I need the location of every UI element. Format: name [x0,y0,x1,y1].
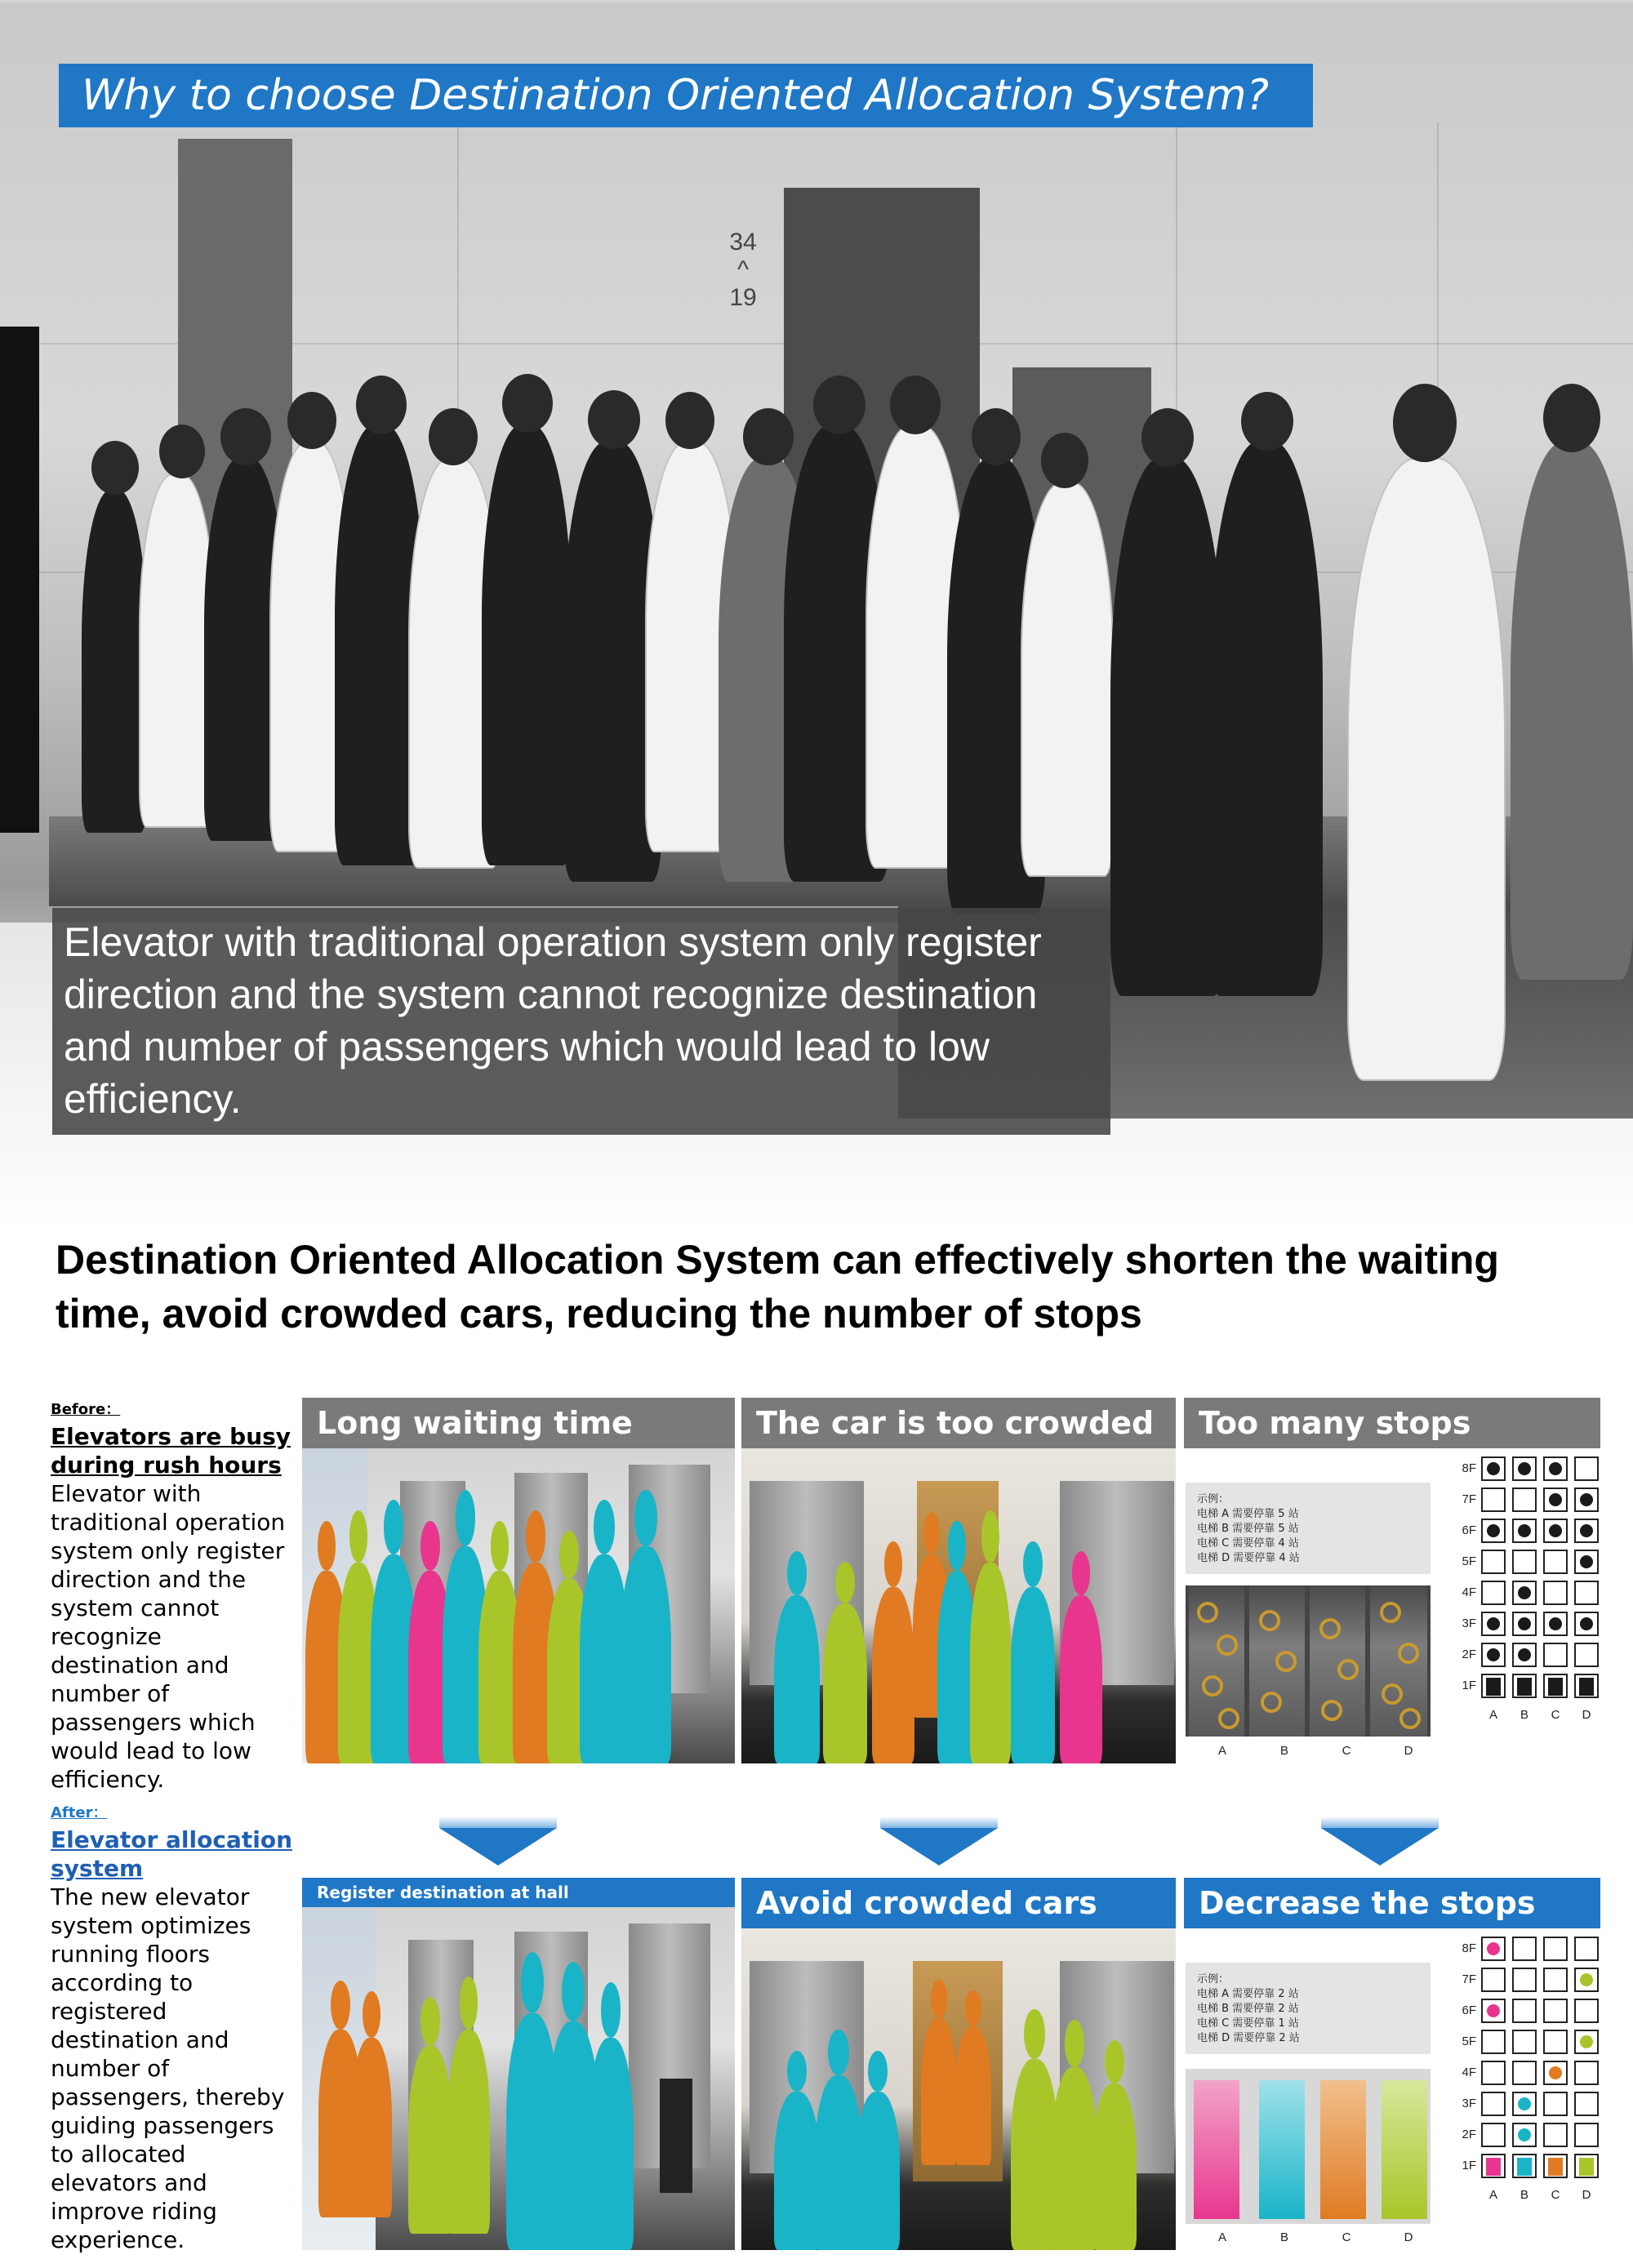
stops-grid [1458,1928,1600,2250]
stop-cell [1481,1488,1506,1512]
stop-cell [1512,1488,1537,1512]
stop-cell [1512,1581,1537,1605]
stop-marker-dot [1487,1462,1500,1475]
stop-cell [1543,1612,1568,1636]
before-tag: Before： [51,1401,121,1418]
after-tag: After： [51,1804,108,1821]
stop-marker-dot [1518,1617,1531,1630]
before-column [51,1398,296,1794]
stop-cell [1481,1674,1506,1698]
panel-title: Decrease the stops [1184,1878,1600,1928]
stop-marker-square [1579,1678,1594,1696]
stop-marker-dot [1518,1586,1531,1599]
before-heading: Elevators are busy during rush hours [51,1423,291,1479]
stop-marker-dot [1580,1493,1593,1506]
legend-item: 电梯 C 需要停靠 4 站 [1197,1537,1299,1550]
legend-item: 电梯 D 需要停靠 4 站 [1197,1552,1300,1564]
stops-chart-after [1184,1928,1600,2250]
stop-marker-square [1579,2158,1594,2176]
panel-too-many-stops [1184,1398,1600,1763]
stop-marker-dot [1487,1617,1500,1630]
shaft-label: B [1279,1744,1288,1758]
floor-label: 6F [1462,1523,1476,1537]
elevator-shafts [1186,1585,1431,1737]
elevator-label: C [1551,2188,1560,2202]
stop-cell [1543,2092,1568,2116]
elevator-label: B [1520,2188,1528,2202]
stop-cell [1481,2123,1506,2147]
floor-label: 4F [1462,1585,1476,1599]
stop-cell [1574,1937,1599,1961]
legend-item: 电梯 A 需要停靠 2 站 [1197,1988,1299,2000]
legend [1186,1483,1431,1574]
stop-marker-square [1486,1678,1501,1696]
stop-cell [1543,1550,1568,1574]
stop-marker-square [1486,2158,1501,2176]
after-heading: Elevator allocation system [51,1826,293,1882]
panel-long-waiting [302,1398,735,1763]
stop-cell [1543,1999,1568,2023]
stop-marker-dot [1518,2128,1531,2141]
legend-item: 电梯 B 需要停靠 2 站 [1197,2003,1299,2015]
stop-cell [1512,1612,1537,1636]
stop-marker-dot [1549,2066,1562,2079]
stop-marker-dot [1487,1942,1500,1955]
elevator-label: B [1520,1708,1528,1722]
stop-cell [1574,1674,1599,1698]
stop-cell [1574,1519,1599,1543]
stop-marker-dot [1549,1493,1562,1506]
stop-marker-square [1548,2158,1563,2176]
floor-label: 5F [1462,2035,1476,2048]
stop-cell [1481,1456,1506,1481]
stop-marker-dot [1549,1617,1562,1630]
stop-cell [1481,2061,1506,2085]
stop-marker-dot [1580,1555,1593,1568]
floor-label: 2F [1462,1648,1476,1661]
floor-label: 4F [1462,2066,1476,2079]
stop-cell [1512,1968,1537,1992]
floor-label: 5F [1462,1554,1476,1568]
stop-cell [1574,2092,1599,2116]
stop-cell [1481,1581,1506,1605]
stop-cell [1574,1643,1599,1667]
panel-title: Avoid crowded cars [741,1878,1176,1928]
stop-cell [1574,2061,1599,2085]
panel-title: The car is too crowded [741,1398,1176,1448]
stop-cell [1512,1674,1537,1698]
legend-item: 电梯 D 需要停靠 2 站 [1197,2032,1300,2044]
stop-cell [1574,1488,1599,1512]
stop-cell [1481,1643,1506,1667]
stop-marker-dot [1518,1648,1531,1661]
stop-cell [1481,1612,1506,1636]
floor-label: 3F [1462,1617,1476,1630]
shaft-label: D [1404,1744,1413,1758]
before-body: Elevator with traditional operation system only register direction and the system cannot recognize destination and number of passengers which would lead to low efficiency. [51,1480,286,1793]
stop-marker-square [1548,1678,1563,1696]
stop-cell [1481,1999,1506,2023]
legend-title: 示例： [1197,1973,1230,1986]
door-label: B [1279,2230,1288,2244]
panel-title: Too many stops [1184,1398,1600,1448]
stop-cell [1512,2154,1537,2178]
hero-title: Why to choose Destination Oriented Allocation System? [59,64,1313,127]
elevator-label: D [1582,1708,1591,1722]
stop-cell [1481,1937,1506,1961]
stop-cell [1512,1519,1537,1543]
stop-marker-dot [1487,2004,1500,2017]
stops-chart-before [1184,1448,1600,1763]
stop-cell [1543,1488,1568,1512]
stop-cell [1543,2154,1568,2178]
stop-cell [1512,1999,1537,2023]
legend-item: 电梯 C 需要停靠 1 站 [1197,2017,1299,2030]
stop-cell [1512,2061,1537,2085]
floor-label: 8F [1462,1461,1476,1475]
stops-grid [1458,1448,1600,1763]
elevator-doors [1186,2069,1431,2224]
stop-cell [1481,1550,1506,1574]
stop-cell [1512,1550,1537,1574]
panel-title: Register destination at hall [302,1878,735,1907]
door-label: D [1404,2230,1413,2244]
stop-marker-dot [1580,1973,1593,1986]
stop-cell [1512,2092,1537,2116]
stop-cell [1512,1937,1537,1961]
stop-cell [1481,2092,1506,2116]
shaft-label: A [1217,1744,1226,1758]
headline: Destination Oriented Allocation System can effectively shorten the waiting time, avoid crowded cars, reducing the number of stops [56,1237,1499,1336]
floor-label: 1F [1462,1679,1476,1692]
stop-cell [1512,2030,1537,2054]
panel-title: Long waiting time [302,1398,735,1448]
stop-cell [1574,1612,1599,1636]
stop-marker-square [1517,1678,1532,1696]
legend-item: 电梯 A 需要停靠 5 站 [1197,1508,1299,1520]
floor-sign: 34 ^ 19 [729,229,757,311]
stop-cell [1481,2030,1506,2054]
stop-marker-dot [1549,1462,1562,1475]
panel-avoid-crowded [741,1878,1176,2250]
floor-label: 8F [1462,1941,1476,1955]
floor-label: 2F [1462,2128,1476,2141]
stop-cell [1574,1999,1599,2023]
stop-cell [1574,1581,1599,1605]
elevator-label: C [1551,1708,1560,1722]
stop-marker-dot [1580,2035,1593,2048]
stop-cell [1543,1643,1568,1667]
hero-caption: Elevator with traditional operation system only register direction and the system cannot recognize destination and number of passengers which would lead to low efficiency. [52,908,1110,1135]
after-body: The new elevator system optimizes running floors according to registered destination and number of passengers, thereby guiding passengers to allocated elevators and improve riding experience. [51,1883,285,2253]
stop-marker-square [1517,2158,1532,2176]
stop-cell [1574,2030,1599,2054]
stop-cell [1543,1968,1568,1992]
stop-cell [1574,1550,1599,1574]
elevator-label: D [1582,2188,1591,2202]
legend [1186,1963,1431,2054]
elevator-label: A [1488,1708,1497,1722]
floor-label: 7F [1462,1492,1476,1506]
panel-register-destination [302,1878,735,2250]
stop-marker-dot [1580,1524,1593,1537]
stop-cell [1543,1581,1568,1605]
stop-cell [1512,1643,1537,1667]
stop-cell [1574,2123,1599,2147]
panel-too-crowded [741,1398,1176,1763]
floor-label: 7F [1462,1972,1476,1986]
stop-cell [1543,1456,1568,1481]
stop-marker-dot [1487,1648,1500,1661]
after-column [51,1801,296,2254]
legend-title: 示例： [1197,1493,1230,1505]
floor-label: 6F [1462,2003,1476,2017]
stop-marker-dot [1549,1524,1562,1537]
stop-marker-dot [1580,1617,1593,1630]
stop-cell [1481,1519,1506,1543]
stop-cell [1574,2154,1599,2178]
stop-cell [1574,1968,1599,1992]
stop-cell [1543,2061,1568,2085]
elevator-label: A [1488,2188,1497,2202]
stop-marker-dot [1518,1462,1531,1475]
stop-cell [1512,1456,1537,1481]
stop-marker-dot [1518,2097,1531,2110]
stop-cell [1512,2123,1537,2147]
shaft-label: C [1342,1744,1351,1758]
stop-cell [1543,1674,1568,1698]
floor-label: 3F [1462,2097,1476,2110]
stop-marker-dot [1518,1524,1531,1537]
stop-cell [1543,1519,1568,1543]
stop-cell [1543,2123,1568,2147]
stop-cell [1543,1937,1568,1961]
stop-marker-dot [1487,1524,1500,1537]
door-label: C [1342,2230,1351,2244]
stop-cell [1543,2030,1568,2054]
panel-decrease-stops [1184,1878,1600,2250]
floor-label: 1F [1462,2159,1476,2172]
legend-item: 电梯 B 需要停靠 5 站 [1197,1523,1299,1535]
stop-cell [1574,1456,1599,1481]
stop-cell [1481,2154,1506,2178]
door-label: A [1217,2230,1226,2244]
stop-cell [1481,1968,1506,1992]
